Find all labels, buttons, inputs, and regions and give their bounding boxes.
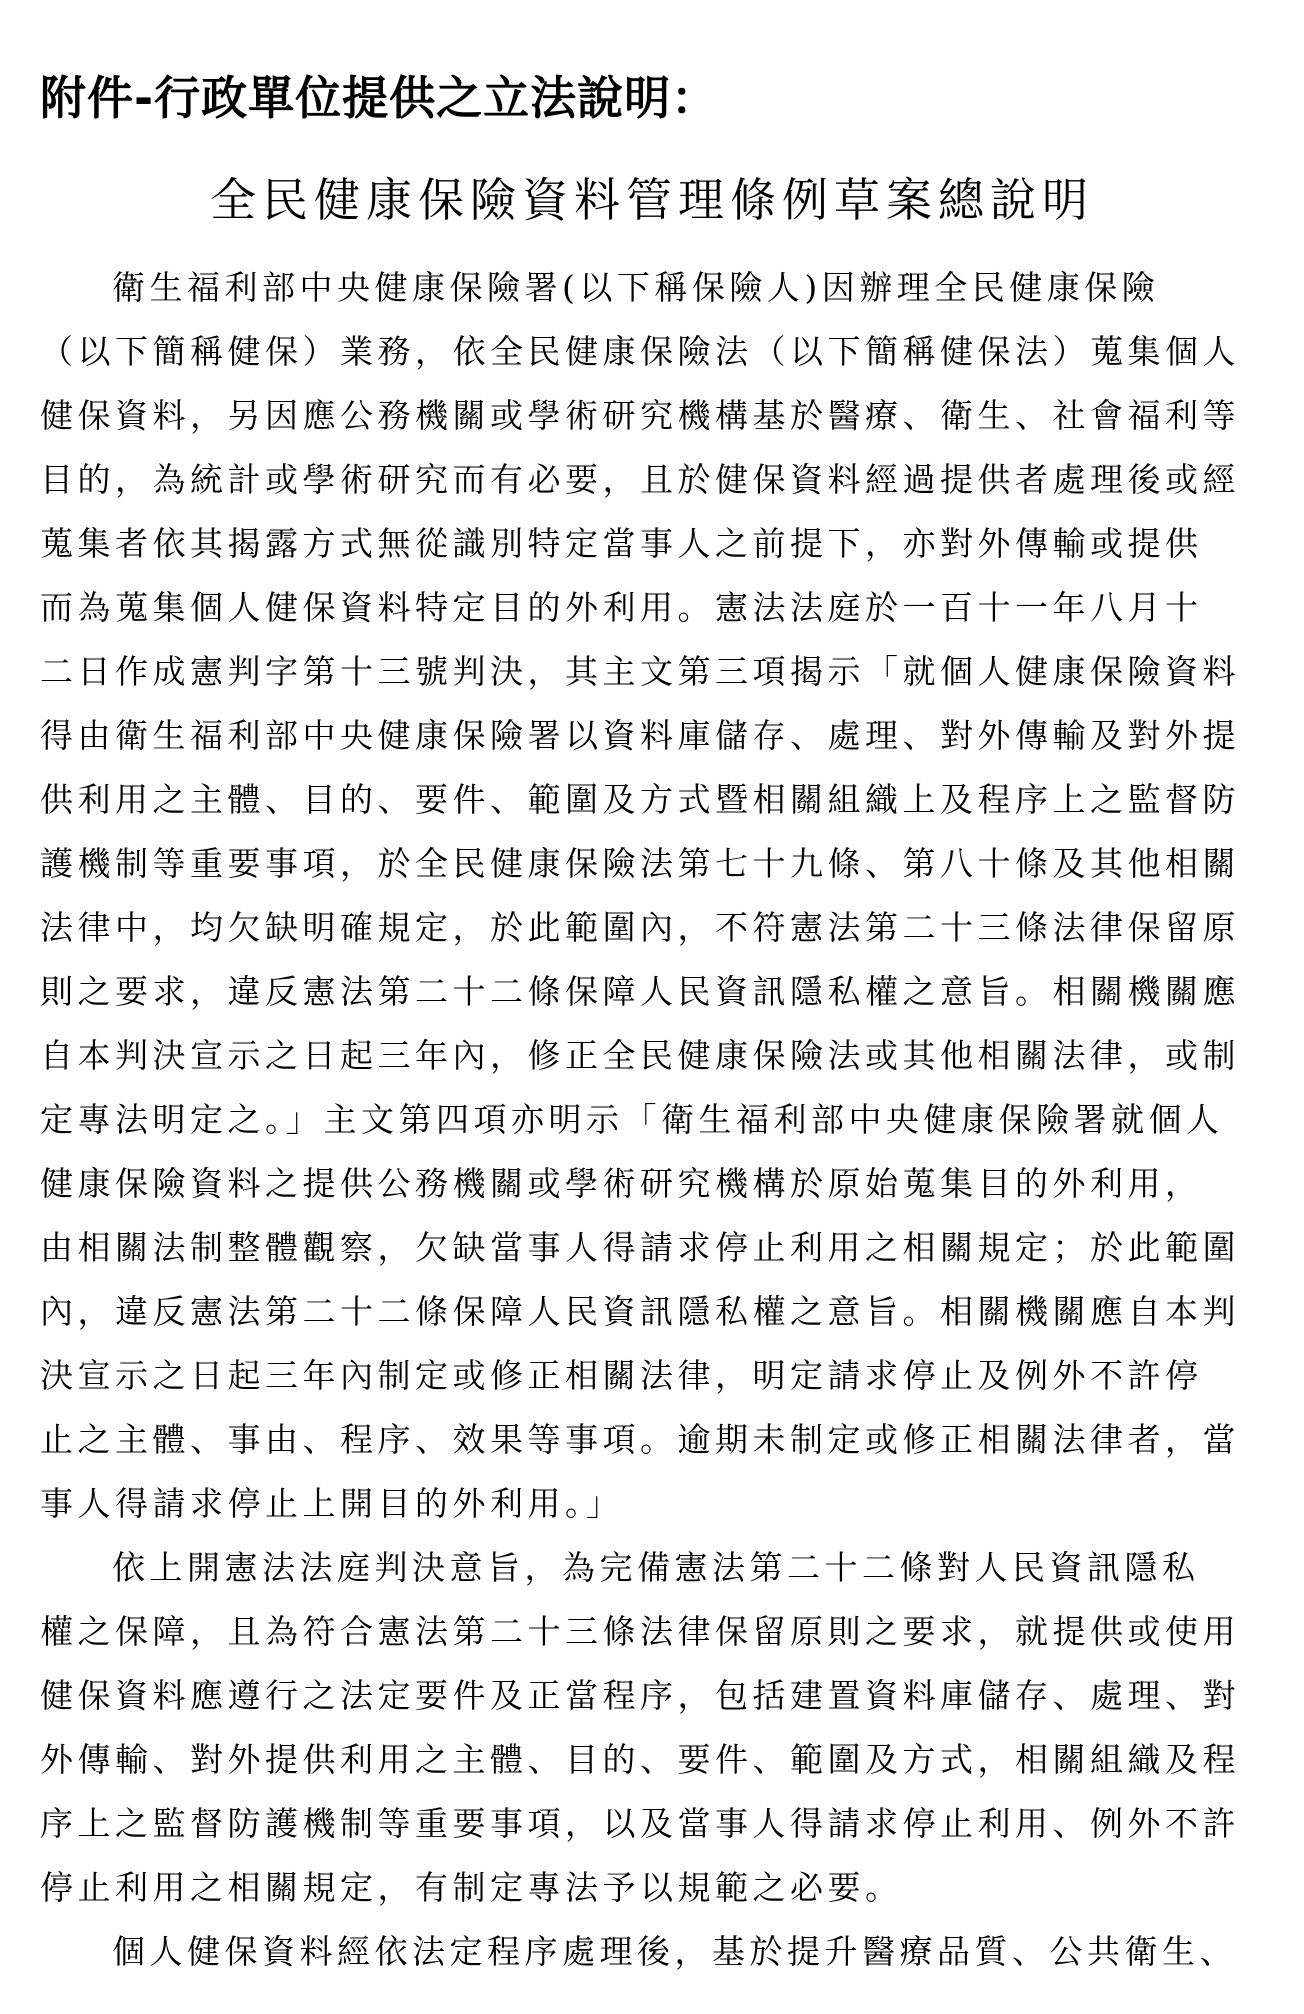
appendix-heading: 附件-行政單位提供之立法說明： <box>40 71 719 125</box>
text-line: 停止利用之相關規定，有制定專法予以規範之必要。 <box>40 1868 903 1907</box>
text-line: 決宣示之日起三年內制定或修正相關法律，明定請求停止及例外不許停 <box>40 1356 1203 1395</box>
text-line: 序上之監督防護機制等重要事項，以及當事人得請求停止利用、例外不許 <box>40 1804 1240 1843</box>
text-line: （以下簡稱健保）業務，依全民健康保險法（以下簡稱健保法）蒐集個人 <box>40 332 1240 371</box>
text-line: 由相關法制整體觀察，欠缺當事人得請求停止利用之相關規定；於此範圍 <box>40 1228 1240 1267</box>
text-line: 內，違反憲法第二十二條保障人民資訊隱私權之意旨。相關機關應自本判 <box>40 1292 1240 1331</box>
text-line: 自本判決宣示之日起三年內，修正全民健康保險法或其他相關法律，或制 <box>40 1036 1240 1075</box>
document-title: 全民健康保險資料管理條例草案總說明 <box>210 173 1094 227</box>
text-line: 蒐集者依其揭露方式無從識別特定當事人之前提下，亦對外傳輸或提供 <box>40 524 1203 563</box>
text-line: 則之要求，違反憲法第二十二條保障人民資訊隱私權之意旨。相關機關應 <box>40 972 1240 1011</box>
text-line: 法律中，均欠缺明確規定，於此範圍內，不符憲法第二十三條法律保留原 <box>40 908 1240 947</box>
text-line: 個人健保資料經依法定程序處理後，基於提升醫療品質、公共衛生、 <box>112 1932 1237 1971</box>
text-line: 護機制等重要事項，於全民健康保險法第七十九條、第八十條及其他相關 <box>40 844 1240 883</box>
text-line: 健保資料，另因應公務機關或學術研究機構基於醫療、衛生、社會福利等 <box>40 396 1240 435</box>
text-line: 止之主體、事由、程序、效果等事項。逾期未制定或修正相關法律者，當 <box>40 1420 1240 1459</box>
paragraph <box>40 1920 1250 1984</box>
text-line: 權之保障，且為符合憲法第二十三條法律保留原則之要求，就提供或使用 <box>40 1612 1240 1651</box>
text-line: 定專法明定之。」主文第四項亦明示「衛生福利部中央健康保險署就個人 <box>40 1100 1224 1139</box>
document-body <box>40 256 1250 1984</box>
text-line: 目的，為統計或學術研究而有必要，且於健保資料經過提供者處理後或經 <box>40 460 1240 499</box>
text-line: 衛生福利部中央健康保險署(以下稱保險人)因辦理全民健康保險 <box>112 268 1160 307</box>
text-line: 事人得請求停止上開目的外利用。」 <box>40 1484 624 1523</box>
text-line: 依上開憲法法庭判決意旨，為完備憲法第二十二條對人民資訊隱私 <box>112 1548 1200 1587</box>
paragraph <box>40 1536 1250 1920</box>
text-line: 得由衛生福利部中央健康保險署以資料庫儲存、處理、對外傳輸及對外提 <box>40 716 1240 755</box>
text-line: 外傳輸、對外提供利用之主體、目的、要件、範圍及方式，相關組織及程 <box>40 1740 1240 1779</box>
text-line: 二日作成憲判字第十三號判決，其主文第三項揭示「就個人健康保險資料 <box>40 652 1240 691</box>
text-line: 而為蒐集個人健保資料特定目的外利用。憲法法庭於一百十一年八月十 <box>40 588 1203 627</box>
paragraph <box>40 256 1250 1536</box>
text-line: 供利用之主體、目的、要件、範圍及方式暨相關組織上及程序上之監督防 <box>40 780 1240 819</box>
text-line: 健保資料應遵行之法定要件及正當程序，包括建置資料庫儲存、處理、對 <box>40 1676 1240 1715</box>
text-line: 健康保險資料之提供公務機關或學術研究機構於原始蒐集目的外利用， <box>40 1164 1203 1203</box>
